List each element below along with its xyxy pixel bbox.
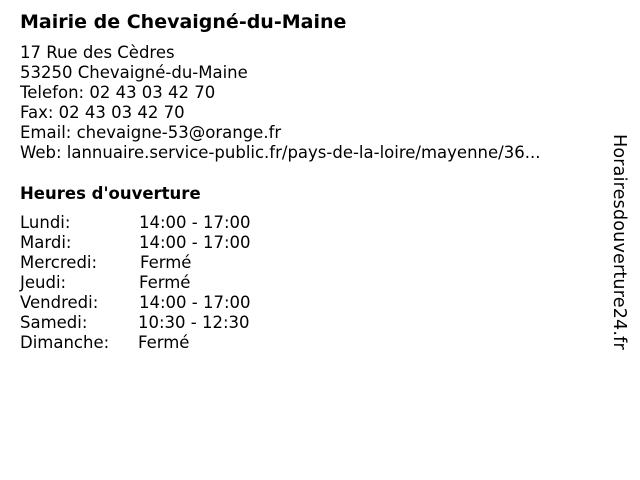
hours-row-saturday <box>20 313 320 333</box>
day-label: Jeudi: <box>20 273 67 292</box>
day-label: Mercredi: <box>20 253 98 272</box>
address-street: 17 Rue des Cèdres <box>20 43 175 62</box>
page-title: Mairie de Chevaigné-du-Maine <box>20 11 347 33</box>
hours-row-monday <box>20 213 320 233</box>
email-line: Email: chevaigne-53@orange.fr <box>20 123 282 142</box>
time-value: 10:30 - 12:30 <box>138 313 250 332</box>
hours-row-tuesday <box>20 233 320 253</box>
time-value: Fermé <box>140 253 192 272</box>
hours-row-friday <box>20 293 320 313</box>
fax-line: Fax: 02 43 03 42 70 <box>20 103 185 122</box>
hours-row-thursday <box>20 273 320 293</box>
time-value: 14:00 - 17:00 <box>139 293 251 312</box>
day-label: Mardi: <box>20 233 72 252</box>
hours-row-sunday <box>20 333 320 353</box>
opening-hours-heading: Heures d'ouverture <box>20 184 201 203</box>
hours-row-wednesday <box>20 253 320 273</box>
time-value: 14:00 - 17:00 <box>139 233 251 252</box>
day-label: Dimanche: <box>20 333 110 352</box>
contact-block <box>20 43 540 163</box>
web-line: Web: lannuaire.service-public.fr/pays-de-la-loire/mayenne/36... <box>20 143 541 162</box>
day-label: Samedi: <box>20 313 88 332</box>
day-label: Lundi: <box>20 213 71 232</box>
address-city: 53250 Chevaigné-du-Maine <box>20 63 248 82</box>
time-value: Fermé <box>138 333 190 352</box>
opening-hours-table <box>20 213 320 353</box>
time-value: 14:00 - 17:00 <box>139 213 251 232</box>
watermark-text: Horairesdouverture24.fr <box>609 134 629 350</box>
day-label: Vendredi: <box>20 293 99 312</box>
time-value: Fermé <box>139 273 191 292</box>
phone-line: Telefon: 02 43 03 42 70 <box>20 83 216 102</box>
